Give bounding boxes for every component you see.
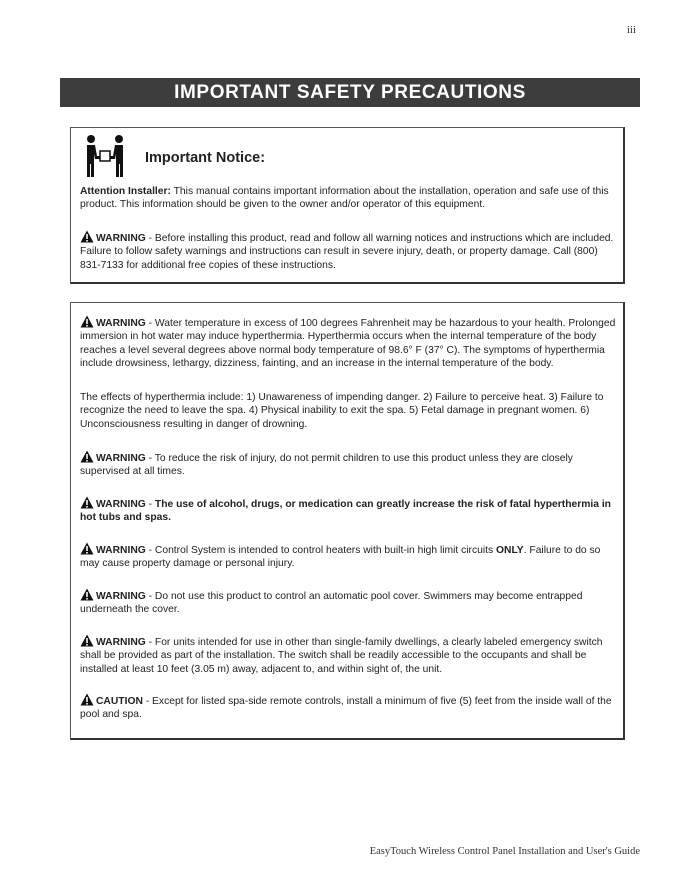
caution-triangle-icon (80, 693, 94, 706)
warning-body: - Water temperature in excess of 100 degrees Fahrenheit may be hazardous to your health. Prolonged immersion in hot water may induce hyperthermia. Hyperthermia occurs when the internal temperature of the body reaches a level several degrees above normal body temperature of 98.6° F (37° C). The symptoms of hyperthermia include drowsiness, lethargy, dizziness, fainting, and an increase in the internal temperature of the body. (80, 318, 616, 369)
warning-body: - Control System is intended to control heaters with built-in high limit circuits (145, 545, 497, 556)
warnings-box (70, 302, 625, 740)
warning-label: WARNING (96, 637, 146, 648)
warning-label: WARNING (96, 233, 146, 244)
warning-hyperthermia (80, 315, 617, 370)
warning-triangle-icon (80, 450, 94, 463)
warning-body: - Before installing this product, read and follow all warning notices and instructions which are included. Failure to follow safety warnings and instructions can result in severe injury, death, or property damage. Call (800) 831-7133 for additional free copies of these instructions. (80, 233, 614, 271)
warning-pool-cover (80, 588, 617, 617)
warning-triangle-icon (80, 542, 94, 555)
caution-spa-side (80, 693, 617, 722)
warning-body-bold: The use of alcohol, drugs, or medication can greatly increase the risk of fatal hyperthermia in hot tubs and spas. (80, 499, 611, 524)
warning-label: WARNING (96, 545, 146, 556)
warning-triangle-icon (80, 315, 94, 328)
notice-heading: Important Notice: (145, 150, 266, 166)
attention-label: Attention Installer: (80, 186, 171, 197)
people-handshake-icon (81, 134, 129, 178)
caution-body: - Except for listed spa-side remote controls, install a minimum of five (5) feet from the inside wall of the pool and spa. (80, 696, 612, 721)
warning-alcohol (80, 496, 617, 525)
warning-triangle-icon (80, 496, 94, 509)
warning-body-end: . Failure to do so may cause property damage or personal injury. (80, 545, 601, 570)
caution-label: CAUTION (96, 696, 143, 707)
warning-high-limit (80, 542, 617, 571)
hyperthermia-effects: The effects of hyperthermia include: 1) Unawareness of impending danger. 2) Failure to perceive heat. 3) Failure to recognize the need to leave the spa. 4) Physical inability to exit the spa. 5) Fetal damage in pregnant women. 6) Unconsciousness resulting in danger of drowning. (80, 392, 604, 430)
footer-guide-title: EasyTouch Wireless Control Panel Installation and User's Guide (369, 846, 640, 857)
warning-body: - To reduce the risk of injury, do not permit children to use this product unless they are closely supervised at all times. (80, 453, 573, 478)
only-emphasis: ONLY (496, 545, 524, 556)
warning-label: WARNING (96, 499, 146, 510)
warning-label: WARNING (96, 591, 146, 602)
warning-children (80, 450, 617, 479)
install-warning (80, 230, 617, 272)
warning-triangle-icon (80, 588, 94, 601)
page-number: iii (626, 24, 636, 36)
warning-body: - For units intended for use in other than single-family dwellings, a clearly labeled emergency switch shall be provided as part of the installation. The switch shall be readily accessible to the occupants and shall be installed at least 10 feet (3.05 m) away, adjacent to, and within sight of, the unit. (80, 637, 603, 675)
attention-installer-text (80, 185, 617, 212)
warning-emergency-switch (80, 634, 617, 676)
warning-body: - Do not use this product to control an automatic pool cover. Swimmers may become entrapped underneath the cover. (80, 591, 583, 616)
warning-label: WARNING (96, 453, 146, 464)
warning-dash: - (145, 499, 155, 510)
warning-triangle-icon (80, 230, 94, 243)
page-title: IMPORTANT SAFETY PRECAUTIONS (60, 78, 640, 107)
warning-triangle-icon (80, 634, 94, 647)
warning-label: WARNING (96, 318, 146, 329)
attention-body: This manual contains important information about the installation, operation and safe use of this product. This information should be given to the owner and/or operator of this equipment. (80, 186, 609, 211)
important-notice-box (70, 127, 625, 284)
